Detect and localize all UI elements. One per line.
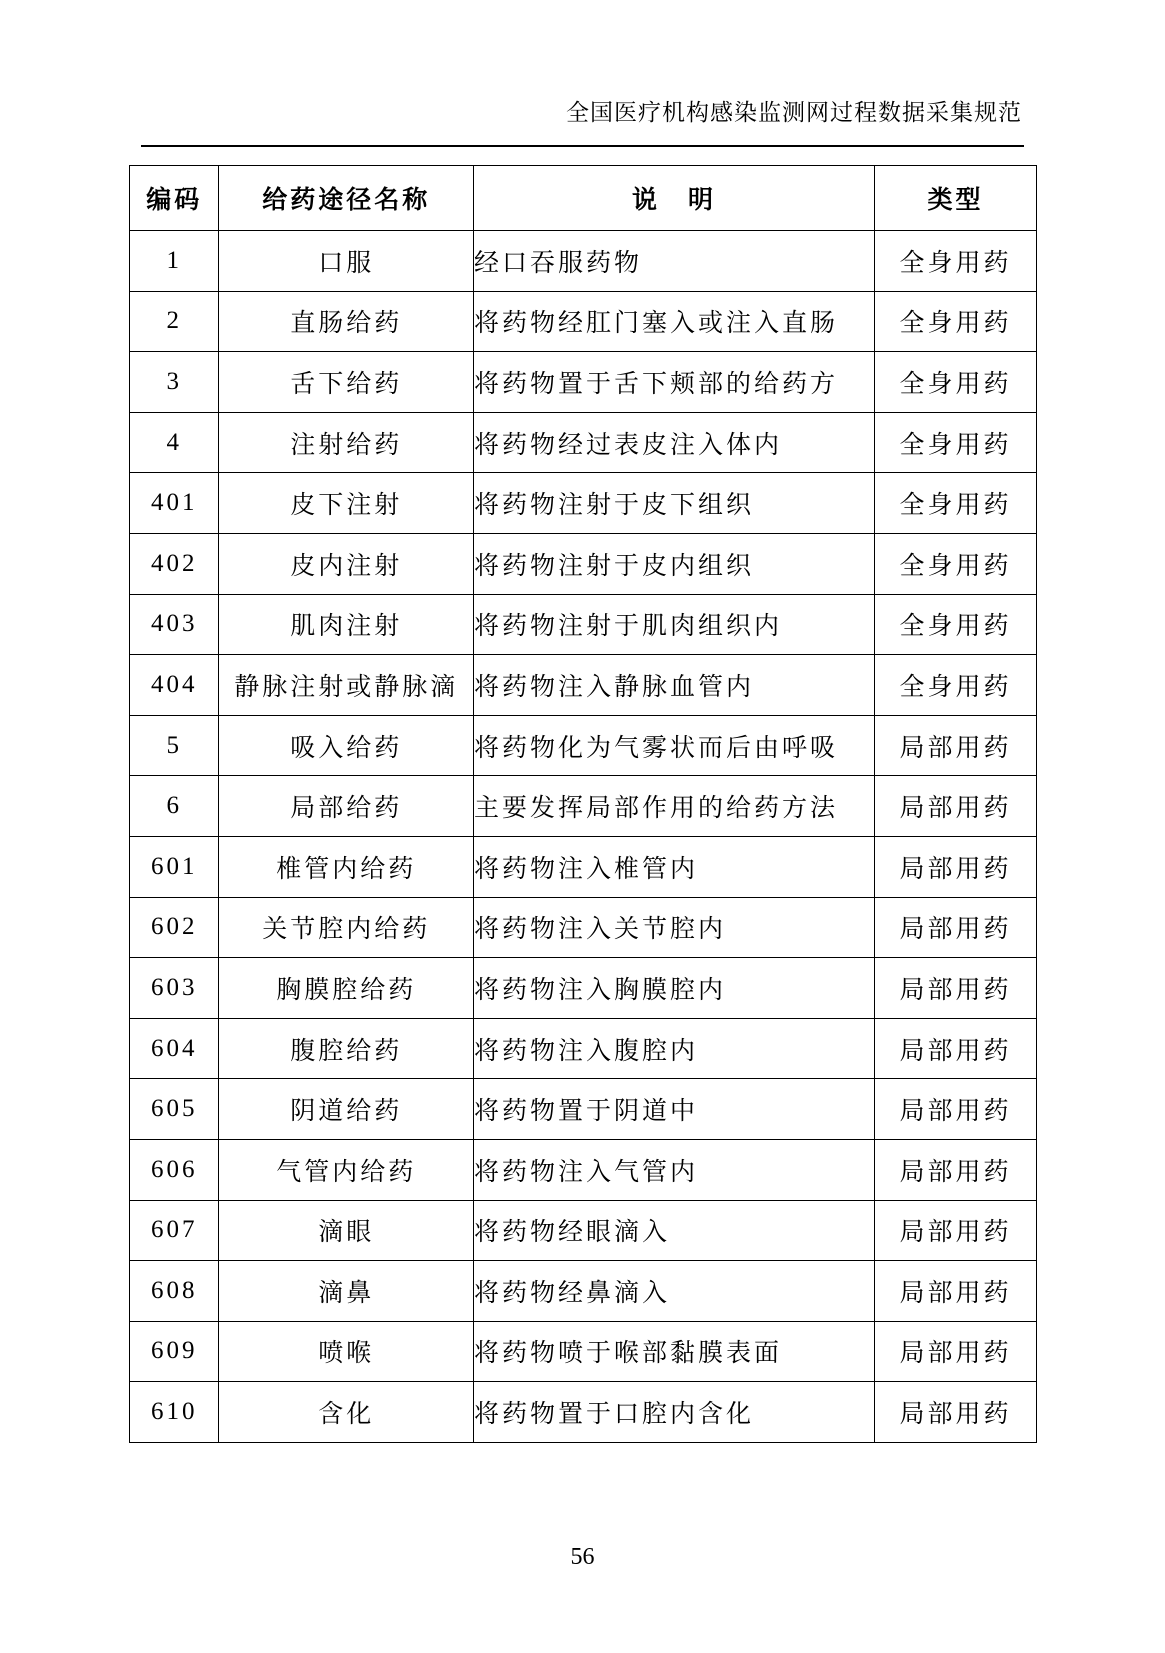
cell-description: 将药物注射于肌肉组织内: [474, 594, 875, 655]
cell-route-name: 气管内给药: [219, 1139, 474, 1200]
cell-type: 局部用药: [874, 836, 1036, 897]
table-row: [130, 291, 1037, 352]
table-row: [130, 594, 1037, 655]
table-row: [130, 473, 1037, 534]
cell-route-name: 注射给药: [219, 412, 474, 473]
cell-code: 603: [130, 958, 219, 1019]
cell-code: 605: [130, 1079, 219, 1140]
cell-code: 4: [130, 412, 219, 473]
cell-type: 全身用药: [874, 473, 1036, 534]
cell-route-name: 椎管内给药: [219, 836, 474, 897]
cell-route-name: 局部给药: [219, 776, 474, 837]
cell-code: 5: [130, 715, 219, 776]
cell-code: 402: [130, 533, 219, 594]
cell-route-name: 肌肉注射: [219, 594, 474, 655]
cell-code: 2: [130, 291, 219, 352]
cell-description: 将药物注入椎管内: [474, 836, 875, 897]
cell-type: 全身用药: [874, 352, 1036, 413]
cell-code: 1: [130, 231, 219, 292]
cell-description: 将药物注射于皮内组织: [474, 533, 875, 594]
table-row: [130, 958, 1037, 1019]
cell-type: 局部用药: [874, 776, 1036, 837]
cell-route-name: 胸膜腔给药: [219, 958, 474, 1019]
cell-type: 全身用药: [874, 655, 1036, 716]
cell-code: 609: [130, 1321, 219, 1382]
table-row: [130, 533, 1037, 594]
column-header-description: 说 明: [474, 166, 875, 231]
cell-type: 全身用药: [874, 594, 1036, 655]
table-row: [130, 1018, 1037, 1079]
administration-route-table: [129, 165, 1037, 1443]
cell-type: 局部用药: [874, 1139, 1036, 1200]
cell-route-name: 直肠给药: [219, 291, 474, 352]
cell-type: 全身用药: [874, 412, 1036, 473]
table-row: [130, 776, 1037, 837]
cell-description: 将药物经肛门塞入或注入直肠: [474, 291, 875, 352]
cell-code: 404: [130, 655, 219, 716]
cell-type: 局部用药: [874, 1261, 1036, 1322]
page-header-title: 全国医疗机构感染监测网过程数据采集规范: [566, 100, 1022, 126]
column-header-code: 编码: [130, 166, 219, 231]
cell-code: 3: [130, 352, 219, 413]
cell-route-name: 阴道给药: [219, 1079, 474, 1140]
cell-route-name: 静脉注射或静脉滴: [219, 655, 474, 716]
cell-code: 601: [130, 836, 219, 897]
table-row: [130, 1200, 1037, 1261]
cell-route-name: 腹腔给药: [219, 1018, 474, 1079]
cell-route-name: 皮内注射: [219, 533, 474, 594]
table-row: [130, 1382, 1037, 1443]
cell-code: 602: [130, 897, 219, 958]
cell-type: 局部用药: [874, 1382, 1036, 1443]
table-row: [130, 1139, 1037, 1200]
cell-code: 401: [130, 473, 219, 534]
table-header-row: [130, 166, 1037, 231]
cell-description: 将药物注入静脉血管内: [474, 655, 875, 716]
cell-description: 将药物置于阴道中: [474, 1079, 875, 1140]
cell-description: 将药物注入胸膜腔内: [474, 958, 875, 1019]
cell-type: 全身用药: [874, 291, 1036, 352]
cell-type: 局部用药: [874, 1079, 1036, 1140]
table-row: [130, 715, 1037, 776]
table-row: [130, 1321, 1037, 1382]
table-row: [130, 1079, 1037, 1140]
cell-code: 608: [130, 1261, 219, 1322]
cell-type: 局部用药: [874, 897, 1036, 958]
cell-description: 将药物注入关节腔内: [474, 897, 875, 958]
page-number: 56: [570, 1544, 595, 1570]
cell-description: 将药物注入气管内: [474, 1139, 875, 1200]
cell-type: 局部用药: [874, 1018, 1036, 1079]
cell-route-name: 舌下给药: [219, 352, 474, 413]
table-row: [130, 231, 1037, 292]
table-row: [130, 897, 1037, 958]
cell-route-name: 皮下注射: [219, 473, 474, 534]
cell-route-name: 关节腔内给药: [219, 897, 474, 958]
cell-type: 局部用药: [874, 958, 1036, 1019]
table-body: [130, 231, 1037, 1443]
cell-route-name: 喷喉: [219, 1321, 474, 1382]
cell-route-name: 滴鼻: [219, 1261, 474, 1322]
table-row: [130, 412, 1037, 473]
cell-type: 局部用药: [874, 1200, 1036, 1261]
cell-code: 606: [130, 1139, 219, 1200]
cell-code: 610: [130, 1382, 219, 1443]
cell-code: 6: [130, 776, 219, 837]
cell-type: 局部用药: [874, 715, 1036, 776]
cell-route-name: 口服: [219, 231, 474, 292]
cell-type: 全身用药: [874, 533, 1036, 594]
cell-description: 主要发挥局部作用的给药方法: [474, 776, 875, 837]
table-row: [130, 655, 1037, 716]
cell-type: 全身用药: [874, 231, 1036, 292]
cell-description: 将药物注射于皮下组织: [474, 473, 875, 534]
table-row: [130, 1261, 1037, 1322]
column-header-type: 类型: [874, 166, 1036, 231]
header-rule: [141, 145, 1024, 147]
cell-code: 607: [130, 1200, 219, 1261]
cell-type: 局部用药: [874, 1321, 1036, 1382]
cell-code: 604: [130, 1018, 219, 1079]
cell-route-name: 吸入给药: [219, 715, 474, 776]
cell-description: 将药物经鼻滴入: [474, 1261, 875, 1322]
cell-description: 将药物置于舌下颊部的给药方: [474, 352, 875, 413]
column-header-name: 给药途径名称: [219, 166, 474, 231]
cell-route-name: 滴眼: [219, 1200, 474, 1261]
cell-description: 将药物化为气雾状而后由呼吸: [474, 715, 875, 776]
cell-description: 将药物注入腹腔内: [474, 1018, 875, 1079]
table-row: [130, 352, 1037, 413]
cell-description: 经口吞服药物: [474, 231, 875, 292]
cell-code: 403: [130, 594, 219, 655]
cell-description: 将药物经过表皮注入体内: [474, 412, 875, 473]
cell-description: 将药物喷于喉部黏膜表面: [474, 1321, 875, 1382]
cell-description: 将药物置于口腔内含化: [474, 1382, 875, 1443]
cell-route-name: 含化: [219, 1382, 474, 1443]
table-row: [130, 836, 1037, 897]
cell-description: 将药物经眼滴入: [474, 1200, 875, 1261]
